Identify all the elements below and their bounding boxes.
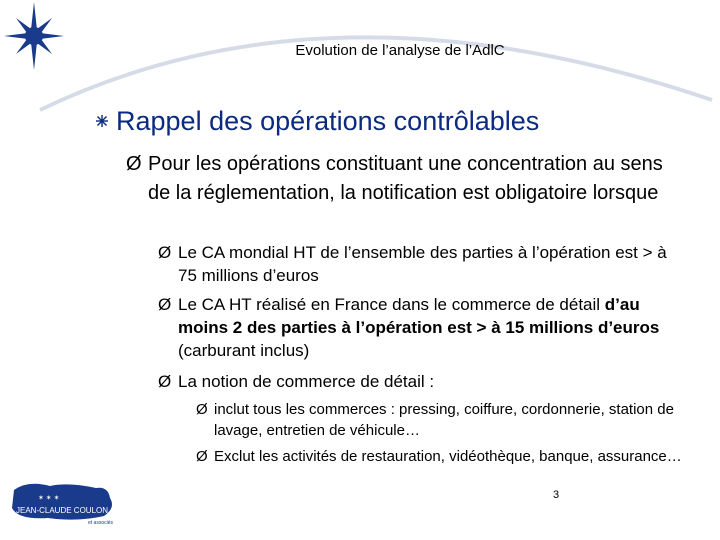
condition-text: La notion de commerce de détail : bbox=[178, 372, 435, 391]
section-heading: Rappel des opérations contrôlables bbox=[116, 106, 540, 136]
detail-item bbox=[196, 446, 696, 467]
logo-subtext: et associés bbox=[88, 520, 114, 526]
arrow-bullet-icon: Ø bbox=[158, 372, 172, 391]
condition-text-post: (carburant inclus) bbox=[178, 341, 310, 360]
page-number: 3 bbox=[553, 489, 560, 501]
arrow-bullet-icon: Ø bbox=[196, 401, 208, 418]
detail-item bbox=[196, 399, 696, 441]
star-icon bbox=[4, 2, 64, 70]
page-title: Evolution de l’analyse de l’AdlC bbox=[295, 42, 505, 59]
detail-text: Exclut les activités de restauration, vidéothèque, banque, assurance… bbox=[214, 448, 682, 465]
condition-item bbox=[158, 241, 688, 287]
detail-text: inclut tous les commerces : pressing, coiffure, cordonnerie, station de lavage, entretien de véhicule… bbox=[214, 401, 674, 439]
svg-text:✶ ✶ ✶: ✶ ✶ ✶ bbox=[38, 495, 60, 502]
arrow-bullet-icon: Ø bbox=[158, 243, 172, 262]
arrow-bullet-icon: Ø bbox=[126, 153, 142, 175]
condition-text-pre: Le CA HT réalisé en France dans le commerce de détail bbox=[178, 295, 605, 314]
main-bullet-text: Pour les opérations constituant une concentration au sens de la réglementation, la notification est obligatoire lorsque bbox=[148, 153, 663, 204]
condition-text-bold: d’au moins 2 des parties à l’opération est > à 15 millions d’euros bbox=[178, 295, 660, 337]
company-logo bbox=[8, 478, 133, 528]
asterisk-bullet-icon bbox=[95, 114, 109, 128]
arrow-bullet-icon: Ø bbox=[158, 295, 172, 314]
condition-text: Le CA mondial HT de l’ensemble des parties à l’opération est > à 75 millions d’euros bbox=[178, 243, 667, 285]
main-bullet bbox=[126, 150, 686, 208]
logo-text: JEAN-CLAUDE COULON bbox=[16, 506, 109, 515]
condition-text bbox=[158, 293, 688, 362]
arrow-bullet-icon: Ø bbox=[196, 448, 208, 465]
condition-item bbox=[158, 293, 688, 362]
condition-item bbox=[158, 370, 688, 393]
